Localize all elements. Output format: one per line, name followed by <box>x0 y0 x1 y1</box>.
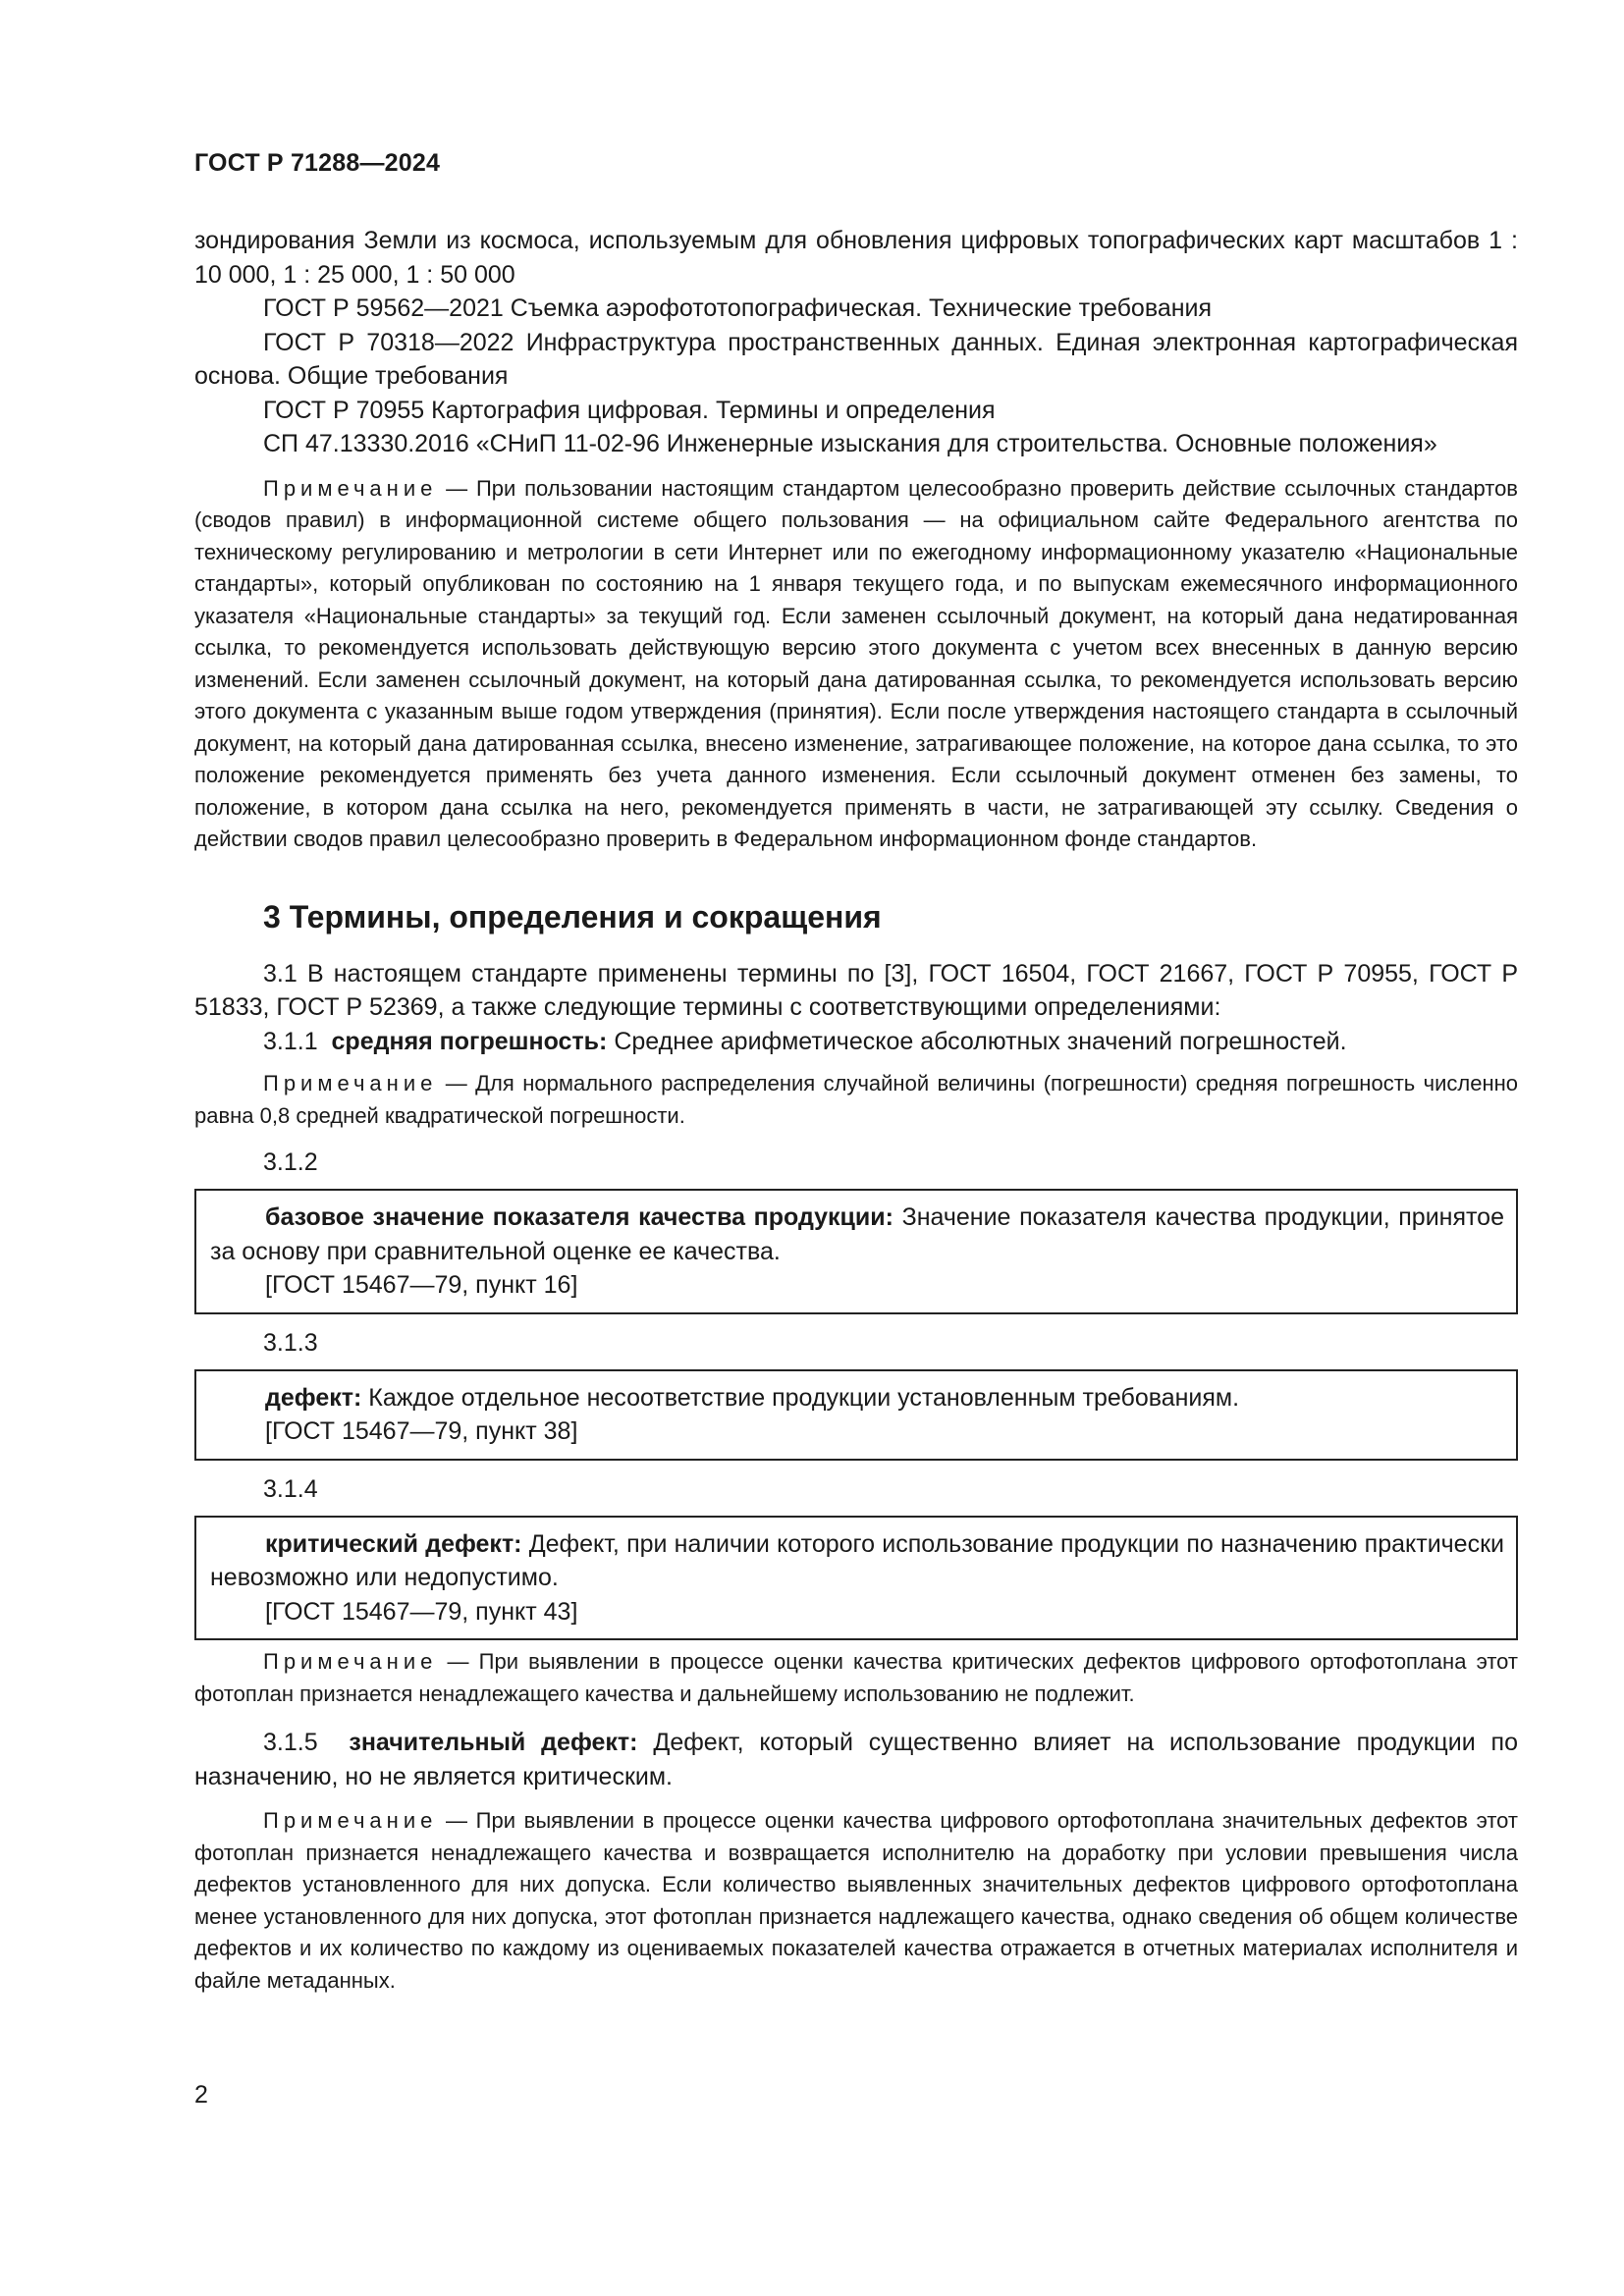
term-name: средняя погрешность: <box>331 1027 608 1055</box>
reference-item: ГОСТ Р 59562—2021 Съемка аэрофототопографическая. Технические требования <box>263 294 1213 322</box>
term-definition: Каждое отдельное несоответствие продукции установленным требованиям. <box>361 1383 1240 1412</box>
term-number: 3.1.3 <box>263 1328 318 1357</box>
term-number: 3.1.2 <box>263 1148 318 1176</box>
term-number: 3.1.4 <box>263 1474 318 1503</box>
note-label: Примечание <box>263 1649 438 1674</box>
term-number: 3.1.5 <box>263 1729 318 1756</box>
note-text: — При выявлении в процессе оценки качества критических дефектов цифрового ортофотоплана этот фотоплан признается ненадлежащего качества и дальнейшему использованию не подлежит. <box>194 1649 1518 1706</box>
document-header: ГОСТ Р 71288—2024 <box>194 149 441 177</box>
term-source: [ГОСТ 15467—79, пункт 43] <box>265 1597 578 1626</box>
term-3-1-1 <box>194 1025 1518 1059</box>
term-entry <box>210 1527 1504 1595</box>
term-source: [ГОСТ 15467—79, пункт 16] <box>265 1271 578 1299</box>
term-number: 3.1.1 <box>263 1027 318 1055</box>
page-content <box>194 224 1518 1997</box>
term-definition: Среднее арифметическое абсолютных значений погрешностей. <box>607 1027 1347 1055</box>
term-source: [ГОСТ 15467—79, пункт 38] <box>265 1417 578 1445</box>
references-note <box>194 473 1518 856</box>
note-label: Примечание <box>263 1071 438 1095</box>
note-label: Примечание <box>263 1808 438 1833</box>
section-title: 3 Термины, определения и сокращения <box>263 898 882 934</box>
term-definition: Дефект, который существенно влияет на использование продукции по назначению, но не является критическим. <box>194 1729 1518 1790</box>
reference-item: ГОСТ Р 70318—2022 Инфраструктура пространственных данных. Единая электронная картографическая основа. Общие требования <box>194 328 1518 390</box>
term-3-1-5 <box>194 1726 1518 1793</box>
section-intro: 3.1 В настоящем стандарте применены термины по [3], ГОСТ 16504, ГОСТ 21667, ГОСТ Р 70955, ГОСТ Р 51833, ГОСТ Р 52369, а также следующие термины с соответствующими определениями: <box>194 959 1518 1021</box>
note-text: — Для нормального распределения случайной величины (погрешности) средняя погрешность численно равна 0,8 средней квадратической погрешности. <box>194 1071 1518 1128</box>
term-name: дефект: <box>265 1383 362 1412</box>
term-note <box>194 1068 1518 1132</box>
term-box-3-1-4 <box>194 1516 1518 1641</box>
term-box-3-1-2 <box>194 1189 1518 1314</box>
term-entry <box>210 1201 1504 1268</box>
term-definition: Значение показателя качества продукции, принятое за основу при сравнительной оценке ее качества. <box>210 1203 1504 1265</box>
note-text: — При выявлении в процессе оценки качества цифрового ортофотоплана значительных дефектов этот фотоплан признается ненадлежащего качества и возвращается исполнителю на доработку при условии превышения числа дефектов установленного для них допуска. Если количество выявленных значительных дефектов цифрового ортофотоплана менее установленного для них допуска, этот фотоплан признается надлежащего качества, однако сведения об общем количестве дефектов и их количество по каждому из оцениваемых показателей качества отражается в отчетных материалах исполнителя и файле метаданных. <box>194 1808 1518 1993</box>
references-continuation: зондирования Земли из космоса, используемым для обновления цифровых топографических карт масштабов 1 : 10 000, 1 : 25 000, 1 : 50 000 <box>194 227 1518 289</box>
term-name: базовое значение показателя качества продукции: <box>265 1203 893 1231</box>
term-definition: Дефект, при наличии которого использование продукции по назначению практически невозможно или недопустимо. <box>210 1529 1504 1591</box>
page-number: 2 <box>194 2081 208 2109</box>
note-label: Примечание <box>263 475 438 501</box>
term-name: критический дефект: <box>265 1529 522 1558</box>
term-note <box>194 1646 1518 1710</box>
term-name: значительный дефект: <box>349 1729 638 1756</box>
term-entry <box>210 1381 1504 1415</box>
term-note <box>194 1805 1518 1997</box>
term-box-3-1-3 <box>194 1369 1518 1461</box>
note-text: — При пользовании настоящим стандартом целесообразно проверить действие ссылочных стандартов (сводов правил) в информационной системе общего пользования — на официальном сайте Федерального агентства по техническому регулированию и метрологии в сети Интернет или по ежегодному информационному указателю «Национальные стандарты», который опубликован по состоянию на 1 января текущего года, и по выпускам ежемесячного информационного указателя «Национальные стандарты» за текущий год. Если заменен ссылочный документ, на который дана недатированная ссылка, то рекомендуется использовать действующую версию этого документа с учетом всех внесенных в данную версию изменений. Если заменен ссылочный документ, на который дана датированная ссылка, то рекомендуется использовать версию этого документа с указанным выше годом утверждения (принятия). Если после утверждения настоящего стандарта в ссылочный документ, на который дана датированная ссылка, внесено изменение, затрагивающее положение, на которое дана ссылка, то это положение рекомендуется применять без учета данного изменения. Если ссылочный документ отменен без замены, то положение, в котором дана ссылка на него, рекомендуется применять в части, не затрагивающей эту ссылку. Сведения о действии сводов правил целесообразно проверить в Федеральном информационном фонде стандартов. <box>194 475 1518 851</box>
reference-item: СП 47.13330.2016 «СНиП 11-02-96 Инженерные изыскания для строительства. Основные положения» <box>263 430 1437 457</box>
reference-item: ГОСТ Р 70955 Картография цифровая. Термины и определения <box>263 396 996 424</box>
